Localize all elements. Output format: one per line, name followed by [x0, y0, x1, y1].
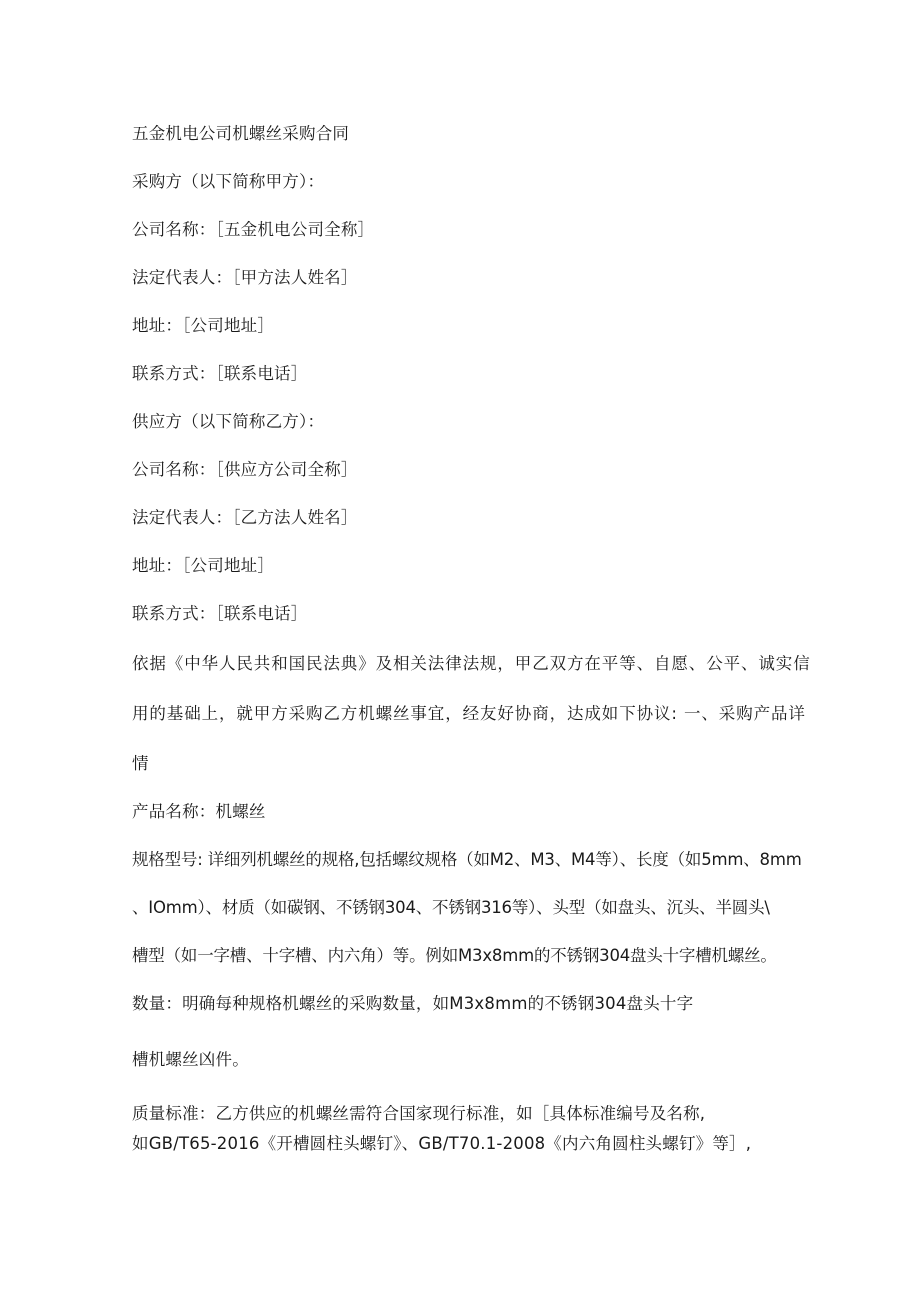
buyer-legal-rep-line: 法定代表人：［甲方法人姓名］: [132, 268, 358, 287]
product-name-line: 产品名称：机螺丝: [132, 802, 266, 821]
supplier-address-line: 地址：［公司地址］: [132, 556, 275, 575]
quantity-line: 槽机螺丝凶件。: [132, 1050, 249, 1069]
buyer-contact-line: 联系方式：［联系电话］: [132, 364, 308, 383]
preamble-line: 用的基础上，就甲方采购乙方机螺丝事宜，经友好协商，达成如下协议: 一、采购产品详: [132, 704, 806, 723]
supplier-contact-line: 联系方式：［联系电话］: [132, 604, 308, 623]
document-title: 五金机电公司机螺丝采购合同: [132, 124, 350, 143]
supplier-legal-rep-line: 法定代表人：［乙方法人姓名］: [132, 508, 358, 527]
buyer-company-line: 公司名称：［五金机电公司全称］: [132, 220, 375, 239]
spec-line: 槽型（如一字槽、十字槽、内六角）等。例如M3x8mm的不锈钢304盘头十字槽机螺丝。: [132, 946, 777, 965]
spec-line: 规格型号: 详细列机螺丝的规格,包括螺纹规格（如M2、M3、M4等）、长度（如5mm、8mm: [132, 850, 802, 869]
quantity-line: 数量：明确每种规格机螺丝的采购数量，如M3x8mm的不锈钢304盘头十字: [132, 994, 694, 1013]
preamble-line: 情: [132, 754, 149, 773]
supplier-heading: 供应方（以下简称乙方）：: [132, 412, 325, 431]
buyer-heading: 采购方（以下简称甲方）：: [132, 172, 325, 191]
quality-line: 如GB/T65-2016《开槽圆柱头螺钉》、GB/T70.1-2008《内六角圆柱头螺钉》等］,: [132, 1134, 752, 1153]
buyer-address-line: 地址：［公司地址］: [132, 316, 275, 335]
preamble-line: 依据《中华人民共和国民法典》及相关法律法规，甲乙双方在平等、自愿、公平、诚实信: [132, 654, 811, 673]
spec-line: 、IOmm）、材质（如碳钢、不锈钢304、不锈钢316等）、头型（如盘头、沉头、半圆头\: [132, 898, 770, 917]
supplier-company-line: 公司名称：［供应方公司全称］: [132, 460, 358, 479]
quality-line: 质量标准：乙方供应的机螺丝需符合国家现行标准，如［具体标准编号及名称,: [132, 1104, 706, 1123]
